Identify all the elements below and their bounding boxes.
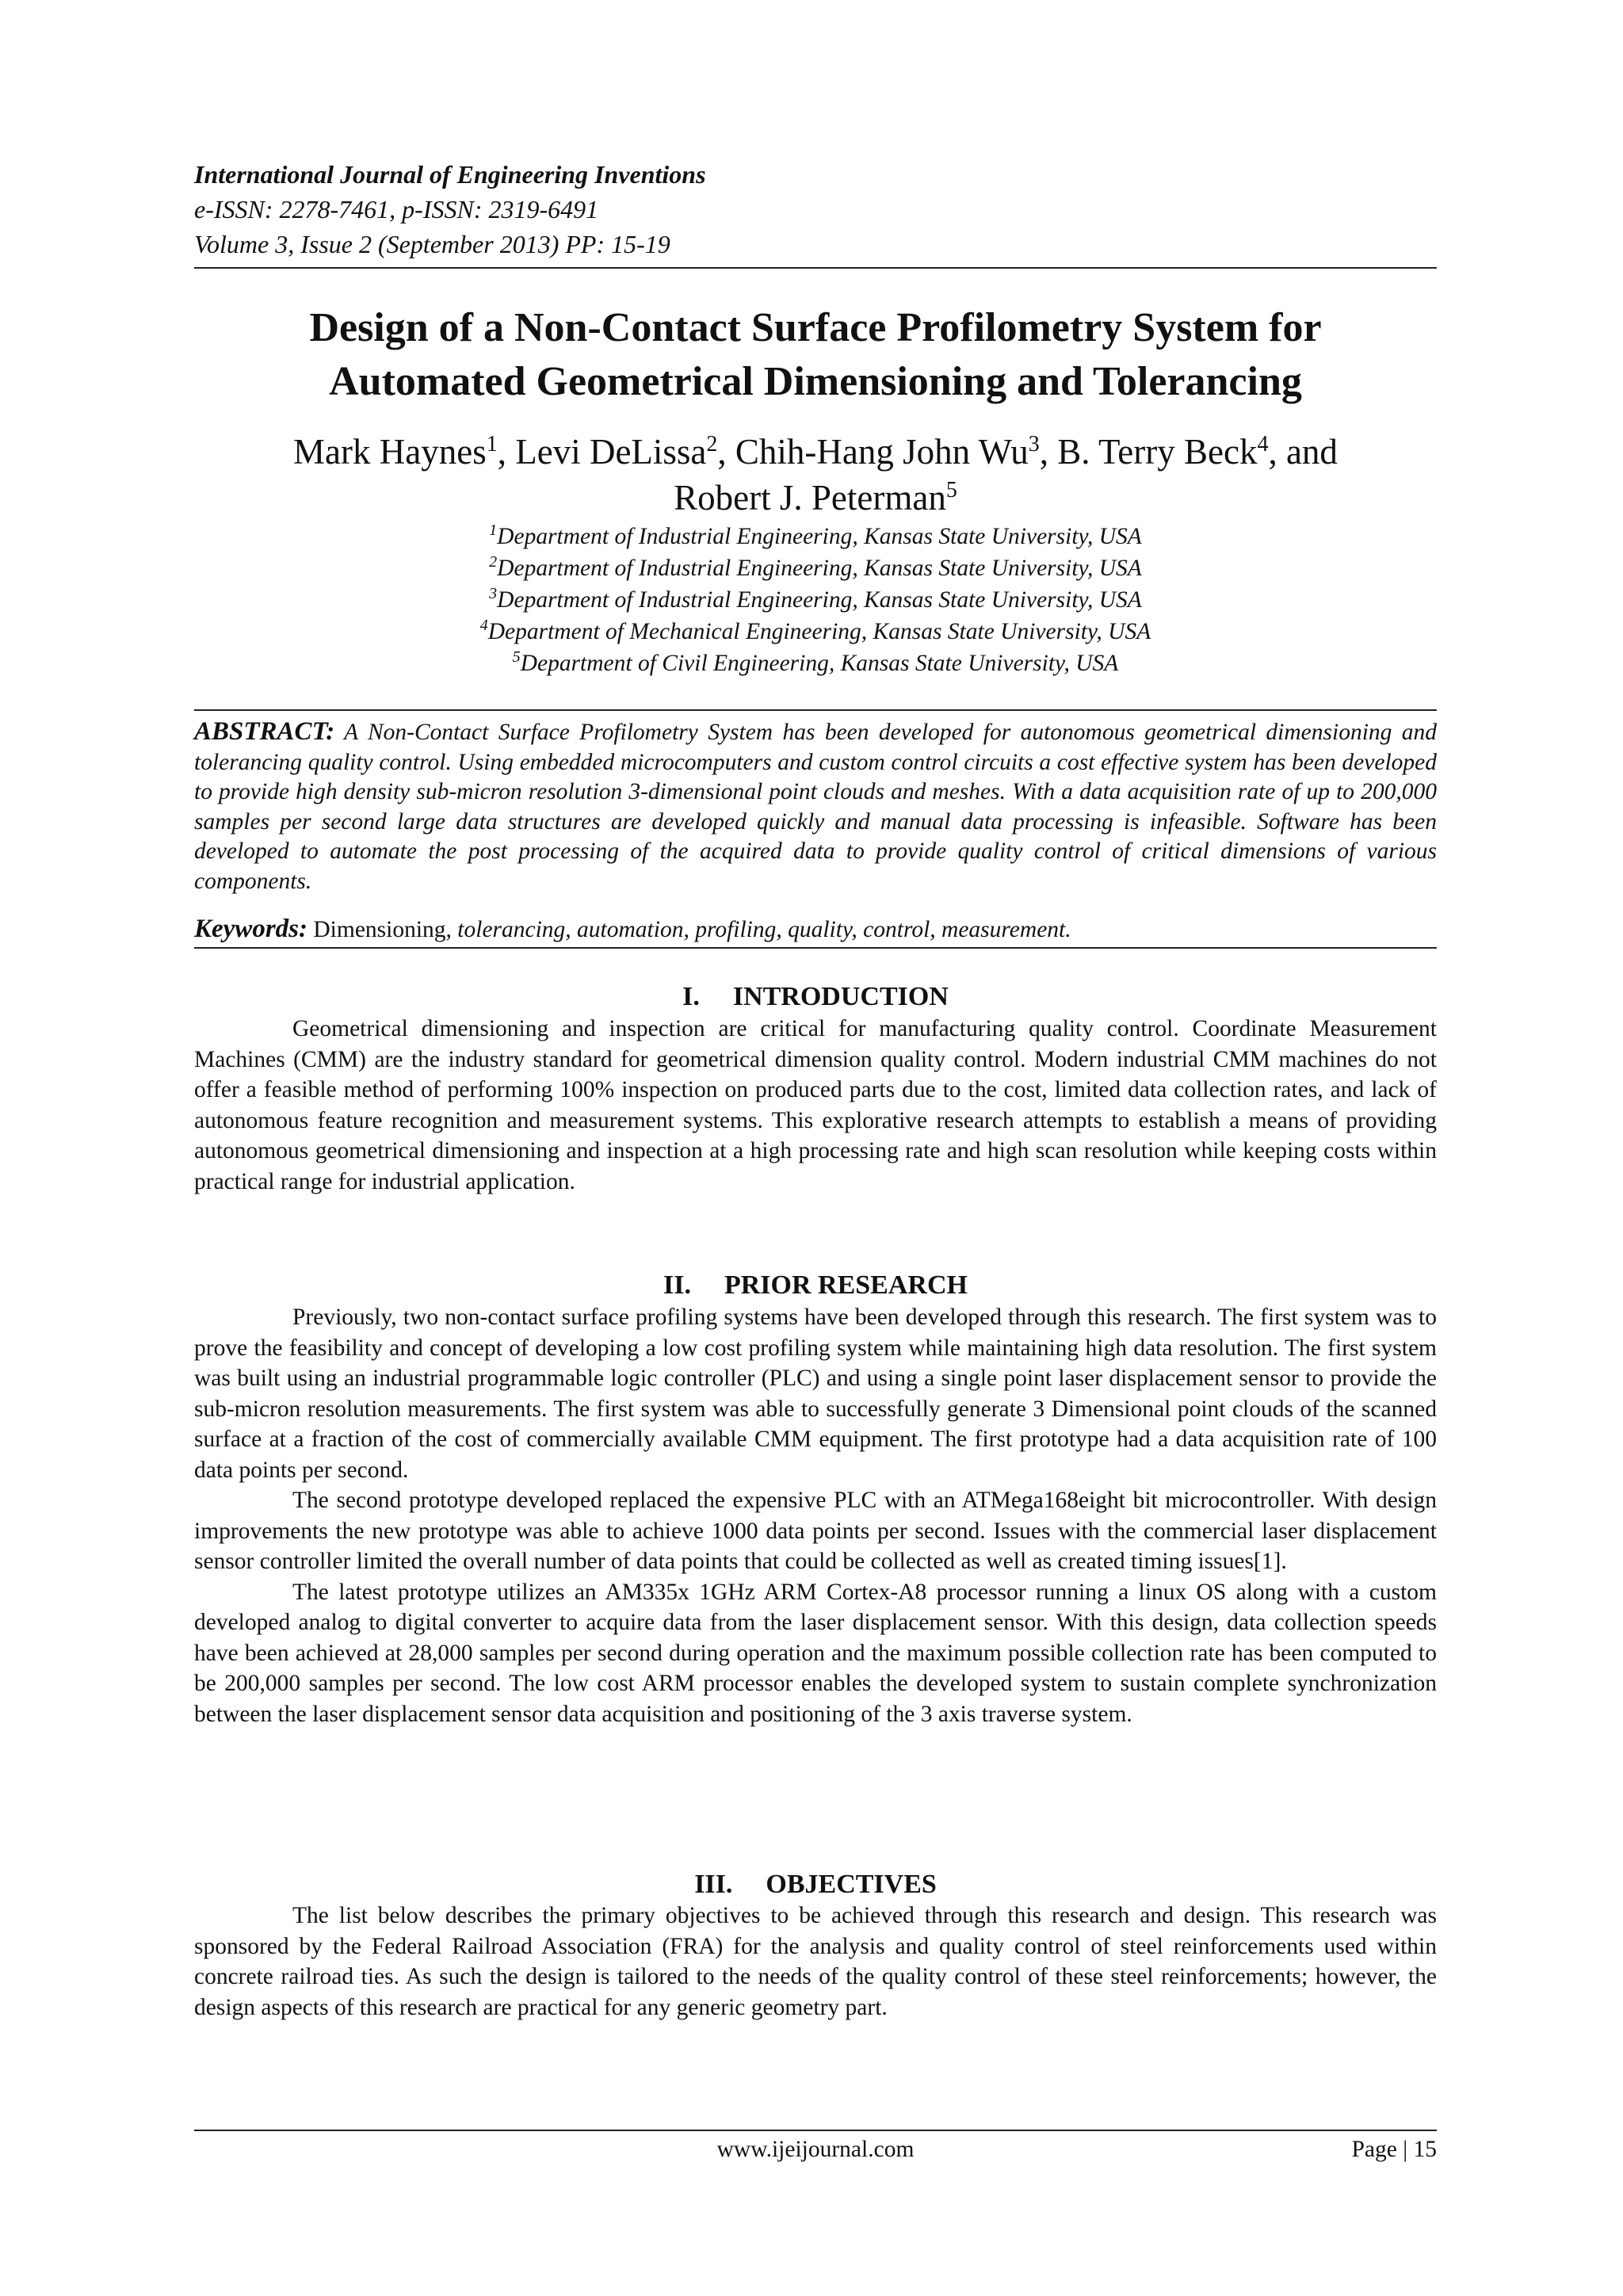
affiliation-sup: 2 <box>489 553 498 571</box>
header-rule <box>194 267 1437 269</box>
abstract-text: A Non-Contact Surface Profilometry System has been developed for autonomous geometrical dimensioning and tolerancing quality control. Using embedded microcomputers and custom control circuits a cost effective system has been developed to provide high density sub-micron resolution 3-dimensional point clouds and meshes. With a data acquisition rate of up to 200,000 samples per second large data structures are developed quickly and manual data processing is infeasible. Software has been developed to automate the post processing of the acquired data to provide quality control of critical dimensions of various components. <box>194 720 1437 894</box>
author-sup: 2 <box>706 432 718 457</box>
affiliation-item <box>194 616 1437 648</box>
author-name: Mark Haynes <box>293 432 487 472</box>
keywords-rest: , tolerancing, automation, profiling, quality, control, measurement. <box>445 917 1071 942</box>
abstract <box>194 717 1437 897</box>
footer-page-number: Page | 15 <box>1351 2137 1437 2162</box>
author-sup: 4 <box>1257 432 1269 457</box>
paragraph: The second prototype developed replaced the expensive PLC with an ATMega168eight bit microcontroller. With design improvements the new prototype was able to achieve 1000 data points per second. Issues with the commercial laser displacement sensor controller limited the overall number of data points that could be collected as well as created timing issues[1]. <box>194 1488 1437 1574</box>
paper-title-line-2: Automated Geometrical Dimensioning and Tolerancing <box>329 359 1302 404</box>
section-number: II. <box>663 1270 691 1300</box>
journal-volume: Volume 3, Issue 2 (September 2013) PP: 15-19 <box>194 230 670 258</box>
author-list <box>194 429 1437 521</box>
abstract-top-rule <box>194 709 1437 711</box>
paragraph: The latest prototype utilizes an AM335x 1GHz ARM Cortex-A8 processor running a linux OS along with a custom developed analog to digital converter to acquire data from the laser displacement sensor. With this design, data collection speeds have been achieved at 28,000 samples per second during operation and the maximum possible collection rate has been computed to be 200,000 samples per second. The low cost ARM processor enables the developed system to sustain complete synchronization between the laser displacement sensor data acquisition and positioning of the 3 axis traverse system. <box>194 1579 1437 1727</box>
footer-rule <box>194 2130 1437 2131</box>
author-separator: , <box>1039 432 1058 472</box>
affiliation-text: Department of Industrial Engineering, Kansas State University, USA <box>497 556 1142 581</box>
author-sup: 5 <box>945 478 957 502</box>
affiliation-item <box>194 648 1437 679</box>
section-title: PRIOR RESEARCH <box>724 1270 968 1300</box>
affiliation-text: Department of Civil Engineering, Kansas State University, USA <box>520 651 1119 676</box>
paragraph: Geometrical dimensioning and inspection are critical for manufacturing quality control. Coordinate Measurement Machines (CMM) are the industry standard for geometrical dimension quality control. Modern industrial CMM machines do not offer a feasible method of performing 100% inspection on produced parts due to the cost, limited data collection rates, and lack of autonomous feature recognition and measurement systems. This explorative research attempts to establish a means of providing autonomous geometrical dimensioning and inspection at a high processing rate and high scan resolution while keeping costs within practical range for industrial application. <box>194 1016 1437 1194</box>
journal-name: International Journal of Engineering Inventions <box>194 160 706 189</box>
paragraph: The list below describes the primary objectives to be achieved through this research and design. This research was sponsored by the Federal Railroad Association (FRA) for the analysis and quality control of steel reinforcements used within concrete railroad ties. As such the design is tailored to the needs of the quality control of these steel reinforcements; however, the design aspects of this research are practical for any generic geometry part. <box>194 1903 1437 2020</box>
affiliation-text: Department of Mechanical Engineering, Kansas State University, USA <box>487 619 1151 644</box>
section-heading-objectives <box>194 1868 1437 1901</box>
keywords <box>194 914 1437 945</box>
section-heading-introduction <box>194 980 1437 1014</box>
abstract-bottom-rule <box>194 947 1437 949</box>
author-name: B. Terry Beck <box>1057 432 1258 472</box>
author-separator: , <box>717 432 735 472</box>
abstract-label: ABSTRACT: <box>194 717 335 746</box>
affiliation-item <box>194 552 1437 584</box>
section-title: INTRODUCTION <box>732 982 949 1011</box>
footer-url: www.ijeijournal.com <box>716 2137 915 2162</box>
author-line-1 <box>194 429 1437 475</box>
author-sup: 1 <box>486 432 498 457</box>
journal-issn: e-ISSN: 2278-7461, p-ISSN: 2319-6491 <box>194 195 599 223</box>
affiliation-sup: 5 <box>512 648 521 667</box>
paper-title-line-1: Design of a Non-Contact Surface Profilometry System for <box>309 305 1322 350</box>
affiliation-sup: 3 <box>489 585 498 603</box>
affiliation-item <box>194 584 1437 616</box>
section-number: III. <box>694 1870 733 1899</box>
affiliation-list <box>194 521 1437 679</box>
section-body-introduction <box>194 1014 1437 1197</box>
keywords-first: Dimensioning <box>313 917 446 942</box>
author-separator: , <box>497 432 516 472</box>
affiliation-sup: 1 <box>489 521 498 540</box>
paragraph: Previously, two non-contact surface profiling systems have been developed through this research. The first system was to prove the feasibility and concept of developing a low cost profiling system while maintaining high data resolution. The first system was built using an industrial programmable logic controller (PLC) and using a single point laser displacement sensor to provide the sub-micron resolution measurements. The first system was able to successfully generate 3 Dimensional point clouds of the scanned surface at a fraction of the cost of commercially available CMM equipment. The first prototype had a data acquisition rate of 100 data points per second. <box>194 1305 1437 1483</box>
section-body-prior-research <box>194 1302 1437 1729</box>
keywords-label: Keywords: <box>194 915 307 943</box>
section-number: I. <box>682 982 700 1011</box>
author-name: Levi DeLissa <box>515 432 707 472</box>
author-name: Chih-Hang John Wu <box>735 432 1029 472</box>
journal-header <box>194 157 1437 262</box>
affiliation-text: Department of Industrial Engineering, Kansas State University, USA <box>497 587 1142 613</box>
affiliation-text: Department of Industrial Engineering, Kansas State University, USA <box>497 524 1142 549</box>
affiliation-item <box>194 521 1437 552</box>
author-sup: 3 <box>1028 432 1040 457</box>
section-heading-prior-research <box>194 1269 1437 1302</box>
paper-title <box>194 301 1437 409</box>
author-and: , and <box>1268 432 1338 472</box>
section-body-objectives <box>194 1901 1437 2023</box>
author-name: Robert J. Peterman <box>674 478 946 518</box>
section-title: OBJECTIVES <box>766 1870 937 1899</box>
affiliation-sup: 4 <box>479 617 488 635</box>
author-line-2 <box>194 475 1437 521</box>
